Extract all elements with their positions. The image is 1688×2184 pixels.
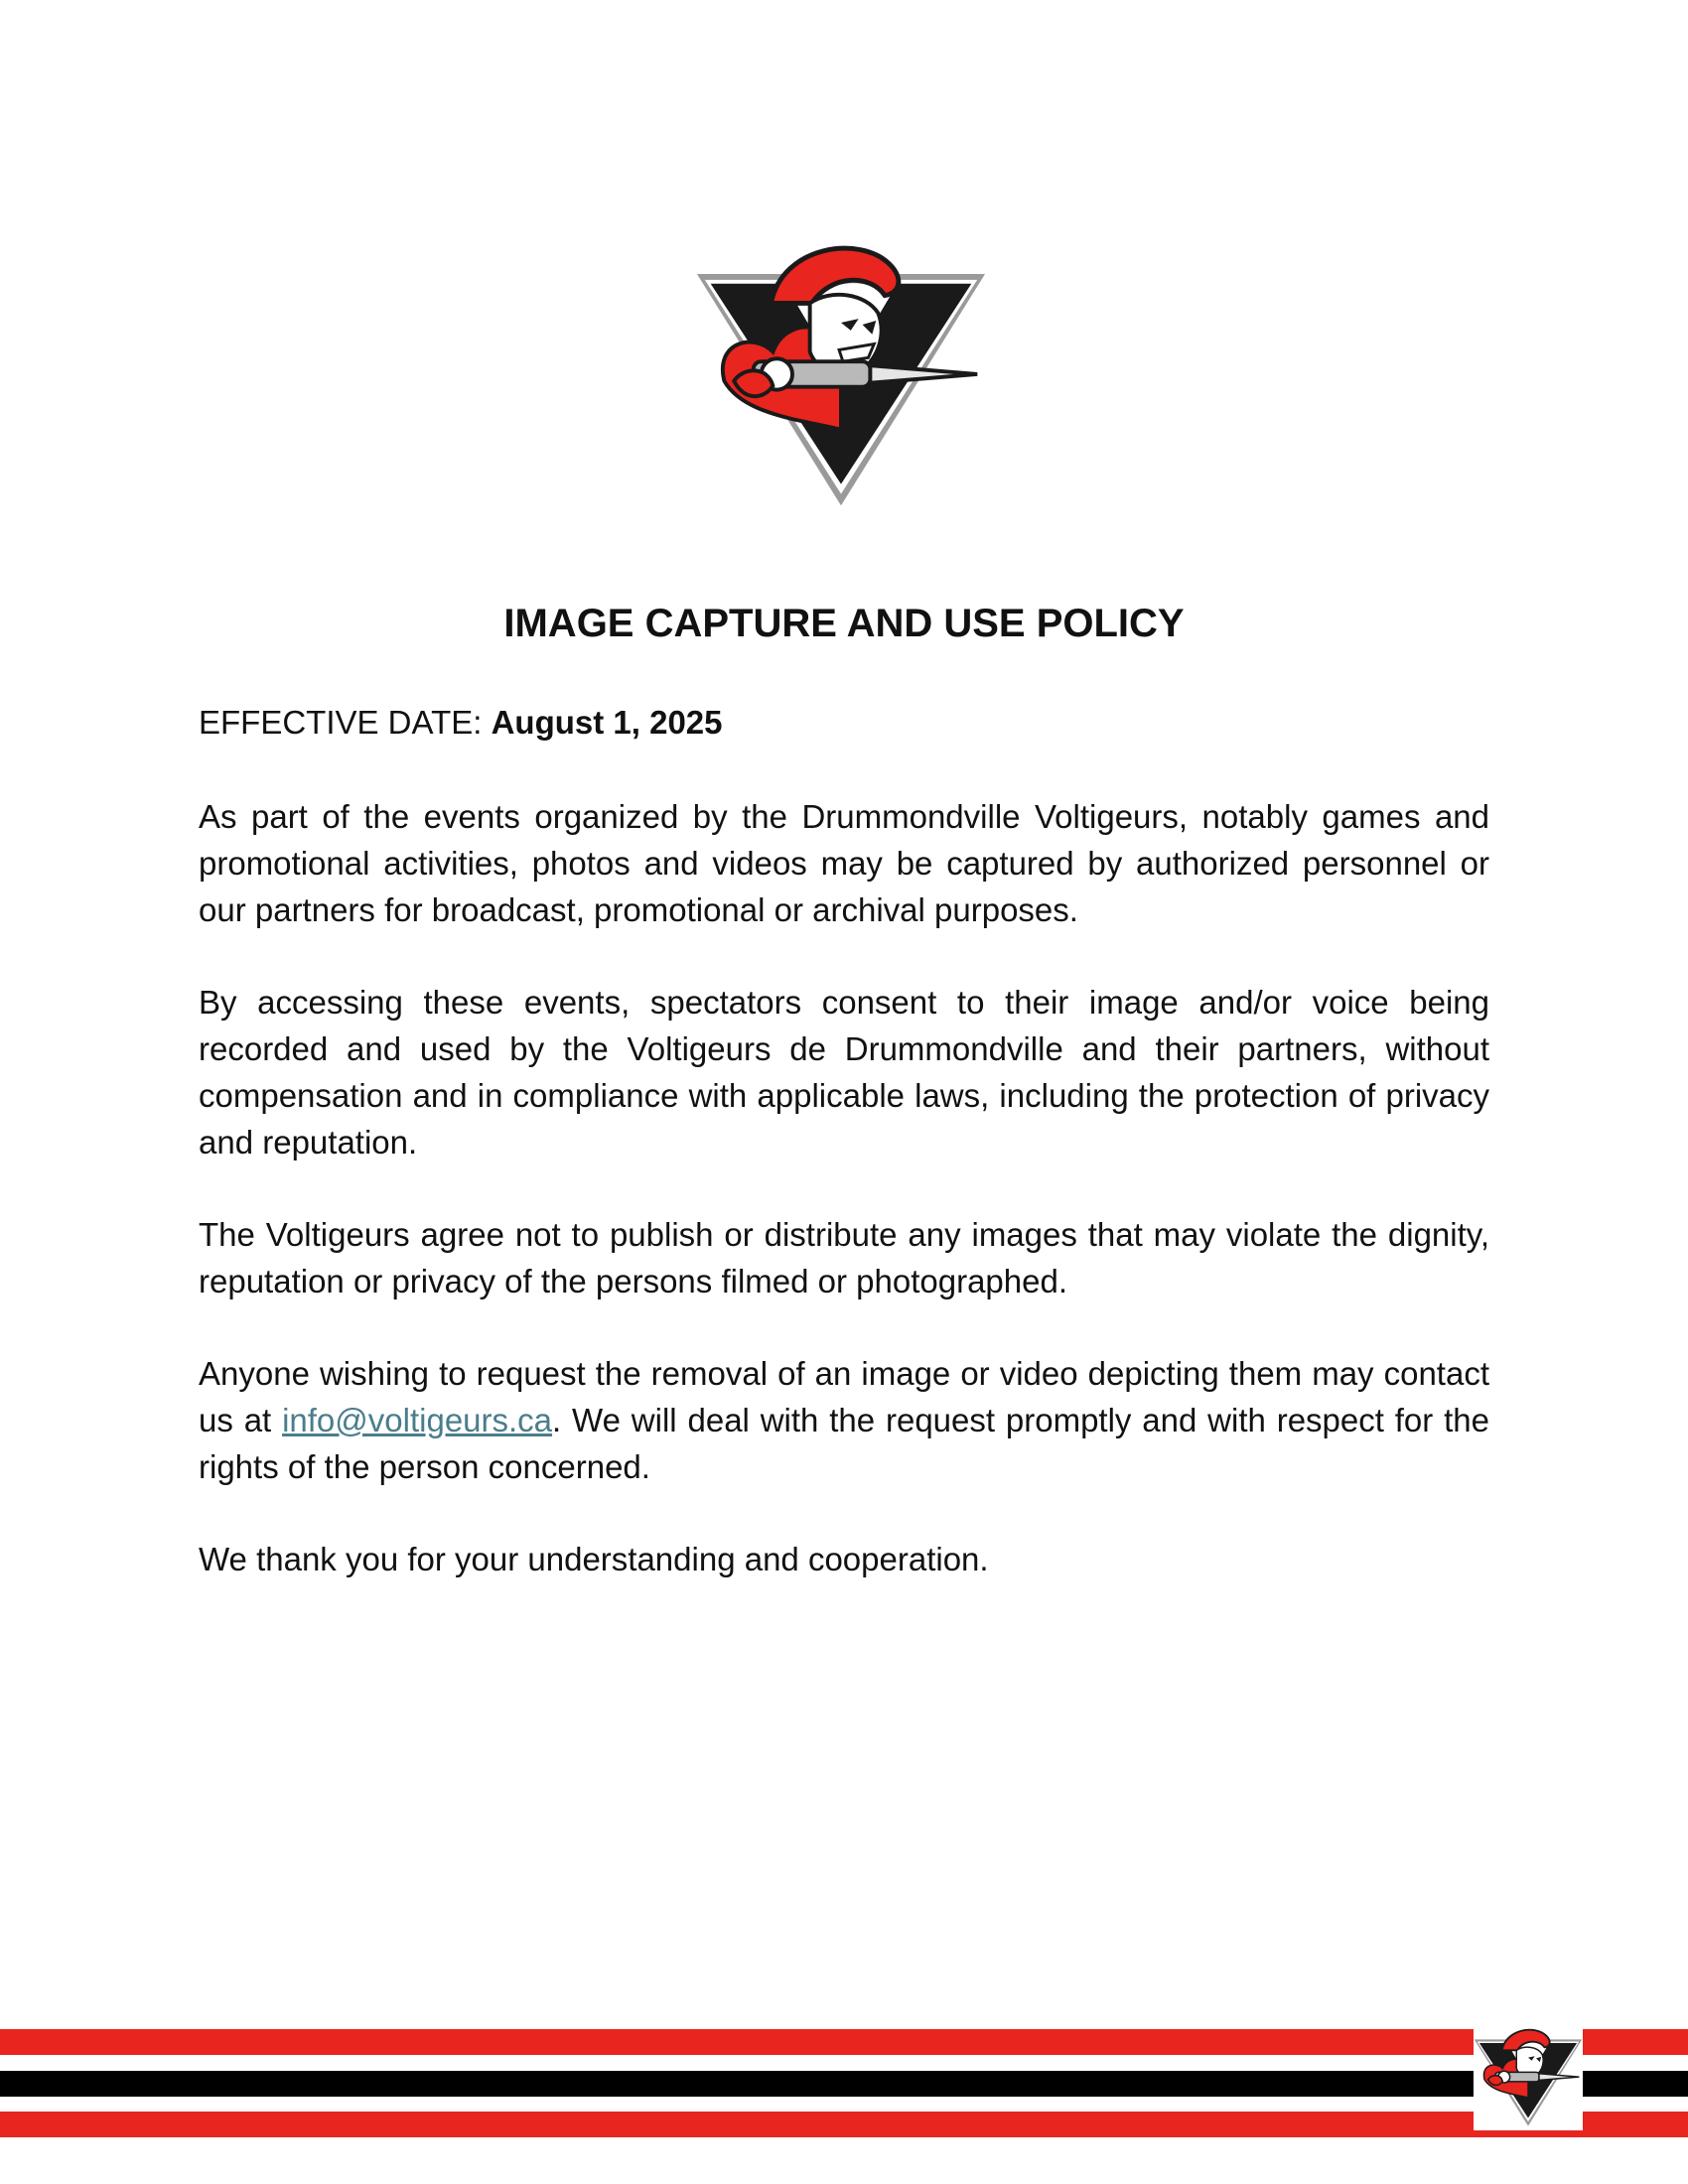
page-title: IMAGE CAPTURE AND USE POLICY: [503, 602, 1185, 645]
paragraph-closing: We thank you for your understanding and cooperation.: [199, 1541, 989, 1577]
footer-stripe-red-bottom: [0, 2112, 1688, 2137]
paragraph-consent: By accessing these events, spectators consent to their image and/or voice being recorded and used by the Voltigeurs de Drummondville and their partners, without compensation and in compliance with applicable laws, including the protection of privacy and reputation.: [199, 984, 1489, 1160]
contact-text-before: Anyone wishing to request the removal of an image or video depicting them may contact us at: [199, 1355, 1489, 1438]
paragraph-events: As part of the events organized by the Drummondville Voltigeurs, notably games and promotional activities, photos and videos may be captured by authorized personnel or our partners for broadcast, promotional or archival purposes.: [199, 798, 1489, 928]
footer-stripe-black: [0, 2071, 1688, 2097]
effective-date-line: [199, 699, 1489, 746]
footer-stripe-red-top: [0, 2029, 1688, 2055]
email-link[interactable]: info@voltigeurs.ca: [282, 1402, 553, 1438]
paragraph-dignity: The Voltigeurs agree not to publish or distribute any images that may violate the dignity, reputation or privacy of the persons filmed or photographed.: [199, 1216, 1489, 1299]
paragraph-contact: [199, 1350, 1489, 1490]
contact-text-after: . We will deal with the request promptly and with respect for the rights of the person concerned.: [199, 1402, 1489, 1485]
policy-body: [199, 699, 1489, 1628]
effective-date-value: August 1, 2025: [491, 704, 723, 741]
effective-date-label: EFFECTIVE DATE:: [199, 704, 492, 741]
voltigeurs-logo-icon: [695, 234, 987, 508]
voltigeurs-small-logo-icon: [1474, 2021, 1583, 2130]
